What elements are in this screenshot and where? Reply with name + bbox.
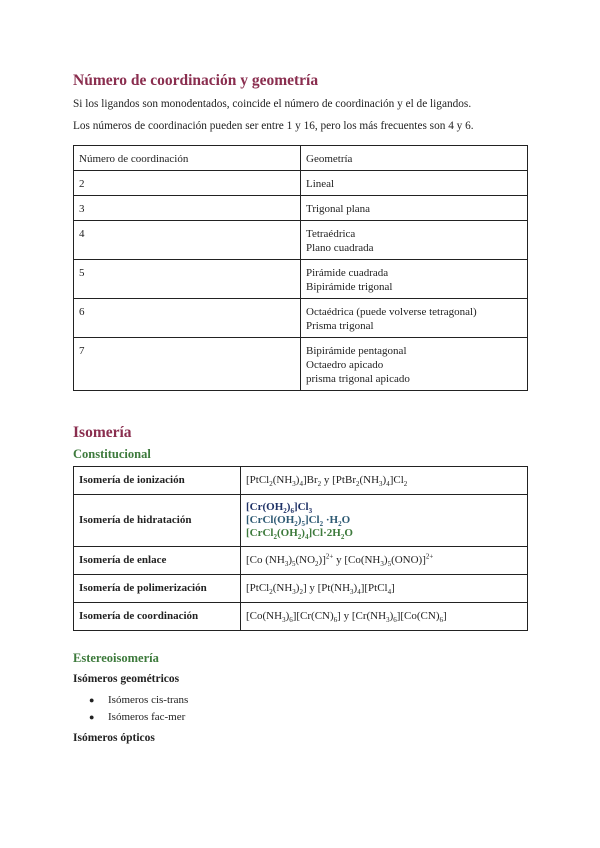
geometry-line: Lineal xyxy=(306,178,335,190)
isomer-type-label: Isomería de coordinación xyxy=(74,603,241,631)
geometry-line: Bipirámide pentagonal xyxy=(306,345,407,357)
table-row xyxy=(74,495,528,547)
list-item xyxy=(89,692,189,709)
geometry-line: prisma trigonal apicado xyxy=(306,373,410,385)
isomer-formula xyxy=(241,495,528,547)
isomer-type-label: Isomería de polimerización xyxy=(74,575,241,603)
isomer-formula: $[Co(NH_3)_6][Cr(CN)_6]$ y $[Cr(NH_3)_6][Co(CN)_6]$ xyxy=(241,603,528,631)
formula-line: $[Cr(OH_2)_6]Cl_3$ xyxy=(246,501,313,516)
cell-geometry xyxy=(301,338,528,391)
table-header-row xyxy=(74,146,528,171)
cell-number: 7 xyxy=(74,338,301,391)
cell-geometry xyxy=(301,171,528,196)
cell-geometry xyxy=(301,221,528,260)
cell-number: 5 xyxy=(74,260,301,299)
paragraph-coordination-range: Los números de coordinación pueden ser entre 1 y 16, pero los más frecuentes son 4 y 6. xyxy=(73,120,474,132)
table-row xyxy=(74,547,528,575)
isomer-type-label: Isomería de ionización xyxy=(74,467,241,495)
list-item-text: Isómeros fac-mer xyxy=(108,711,186,723)
subsection-constitucional: Constitucional xyxy=(73,447,151,461)
table-row xyxy=(74,221,528,260)
table-row xyxy=(74,603,528,631)
table-row xyxy=(74,171,528,196)
formula-line: $[CrCl(OH_2)_5]Cl_2 \cdot H_2O$ xyxy=(246,514,351,529)
bullet-icon: ● xyxy=(89,712,95,722)
geometry-line: Prisma trigonal xyxy=(306,320,374,332)
bullet-icon: ● xyxy=(89,695,95,705)
geometry-line: Pirámide cuadrada xyxy=(306,267,389,279)
header-geometry: Geometría xyxy=(301,146,528,171)
geometry-line: Octaédrica (puede volverse tetragonal) xyxy=(306,306,477,318)
cell-number: 4 xyxy=(74,221,301,260)
isomeria-constitucional-table xyxy=(73,466,528,631)
table-row xyxy=(74,196,528,221)
isomer-formula: [Co $(NH_3)_5(NO_2)]^{2+}$ y $[Co(NH_3)_5(ONO)]^{2+}$ xyxy=(241,547,528,575)
isomer-type-label: Isomería de hidratación xyxy=(74,495,241,547)
cell-geometry xyxy=(301,260,528,299)
subsection-estereoisomeria: Estereoisomería xyxy=(73,651,159,665)
table-row xyxy=(74,338,528,391)
cell-number: 6 xyxy=(74,299,301,338)
coordination-geometry-table xyxy=(73,145,528,391)
formula-line: $[CrCl_2(OH_2)_4]Cl\cdot 2H_2O$ xyxy=(246,527,353,542)
geometric-isomers-title: Isómeros geométricos xyxy=(73,673,180,685)
isomer-type-label: Isomería de enlace xyxy=(74,547,241,575)
paragraph-monodentate: Si los ligandos son monodentados, coincide el número de coordinación y el de ligandos. xyxy=(73,98,472,110)
geometry-line: Tetraédrica xyxy=(306,228,356,240)
cell-geometry xyxy=(301,196,528,221)
geometric-isomers-list xyxy=(73,692,188,726)
geometry-line: Bipirámide trigonal xyxy=(306,281,393,293)
table-row xyxy=(74,575,528,603)
optical-isomers-title: Isómeros ópticos xyxy=(73,732,155,744)
cell-number: 2 xyxy=(74,171,301,196)
table-row xyxy=(74,260,528,299)
header-coordination-number: Número de coordinación xyxy=(74,146,301,171)
isomer-formula: $[PtCl_2(NH_3)_2]$ y $[Pt(NH_3)_4][PtCl_4]$ xyxy=(241,575,528,603)
cell-number: 3 xyxy=(74,196,301,221)
list-item xyxy=(89,709,188,726)
section-title-isomeria: Isomería xyxy=(73,424,132,441)
isomer-formula: $[PtCl_2(NH_3)_4]Br_2$ y $[PtBr_2(NH_3)_4]Cl_2$ xyxy=(241,467,528,495)
table-row xyxy=(74,467,528,495)
geometry-line: Octaedro apicado xyxy=(306,359,384,371)
table-row xyxy=(74,299,528,338)
cell-geometry xyxy=(301,299,528,338)
geometry-line: Trigonal plana xyxy=(306,203,371,215)
list-item-text: Isómeros cis-trans xyxy=(108,694,189,706)
section-title-coordination: Número de coordinación y geometría xyxy=(73,72,319,89)
geometry-line: Plano cuadrada xyxy=(306,242,374,254)
